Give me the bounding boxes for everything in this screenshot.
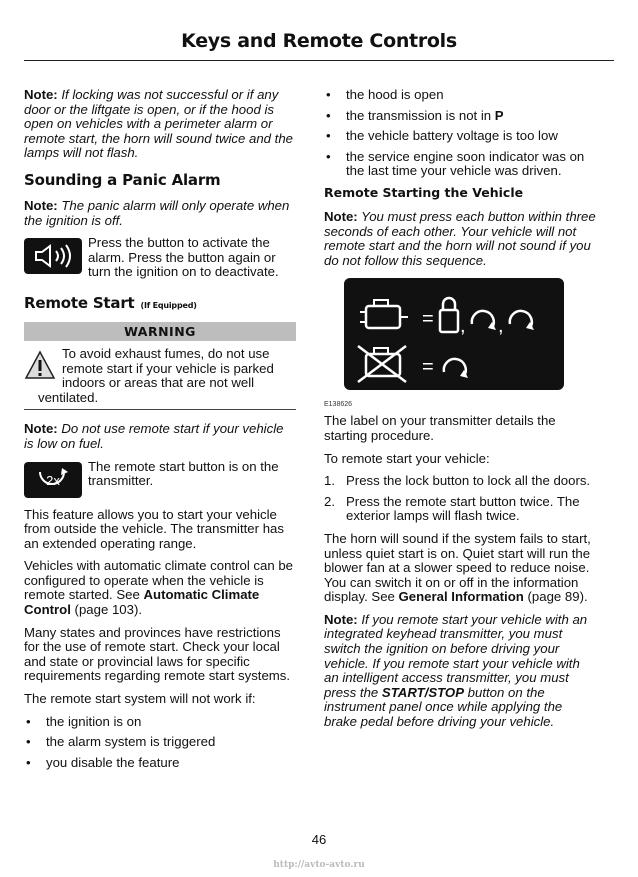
left-column bbox=[24, 88, 296, 776]
list-item: • the alarm system is triggered bbox=[24, 735, 296, 750]
warning-triangle-icon bbox=[24, 349, 56, 381]
right-column bbox=[324, 88, 596, 738]
comma: , bbox=[498, 315, 504, 338]
note-text: Do not use remote start if your vehicle is low on fuel. bbox=[24, 421, 284, 451]
warning-text: To avoid exhaust fumes, do not use remote start if your vehicle is parked indoors or areas that are not well ventilated. bbox=[38, 345, 274, 405]
note-label: Note: bbox=[24, 421, 58, 437]
climate-text-a: Vehicles with automatic climate control can be configured to operate when the vehicle is remote started. See bbox=[24, 558, 294, 603]
list-item bbox=[324, 109, 596, 124]
remote-start-icon bbox=[444, 359, 468, 378]
list-item: • the vehicle battery voltage is too low bbox=[324, 129, 596, 144]
engine-icon bbox=[360, 300, 408, 328]
climate-control-paragraph bbox=[24, 559, 296, 617]
note-text: If locking was not successful or if any door or the liftgate is open, or if the hood is open on vehicles with a perimeter alarm or remote start, the horn will sound twice and the lamps will not flash. bbox=[24, 87, 294, 161]
list-item: • the hood is open bbox=[324, 88, 596, 103]
step-item bbox=[324, 474, 596, 489]
start-stop-label: START/STOP bbox=[381, 684, 464, 700]
remote-start-icon bbox=[472, 311, 496, 330]
step-number: 2. bbox=[324, 493, 335, 509]
title-divider bbox=[24, 60, 614, 61]
panic-alarm-heading: Sounding a Panic Alarm bbox=[24, 170, 221, 189]
step-text: Press the lock button to lock all the doors. bbox=[346, 473, 591, 489]
remote-start-icon bbox=[510, 311, 534, 330]
note-label: Note: bbox=[24, 197, 58, 213]
note-label: Note: bbox=[24, 87, 58, 102]
image-code: E138626 bbox=[324, 401, 353, 409]
horn-text-a: The horn will sound if the system fails to start, unless quiet start is on. Quiet start will run the blower fan at a slower speed to reduce noise. You can switch it on or off in the information display. See bbox=[324, 530, 591, 605]
lock-icon bbox=[440, 298, 458, 332]
note-label: Note: bbox=[324, 208, 358, 224]
step-text: Press the remote start button twice. The exterior lamps will flash twice. bbox=[346, 493, 580, 524]
step-item bbox=[324, 495, 596, 524]
note-text-b: button on the instrument panel once while applying the brake pedal before driving your vehicle. bbox=[324, 684, 563, 730]
step-number: 1. bbox=[324, 473, 335, 489]
note-fuel bbox=[24, 422, 296, 451]
will-not-work-intro: The remote start system will not work if: bbox=[24, 691, 256, 707]
will-not-work-list-right bbox=[324, 88, 596, 179]
feature-description: This feature allows you to start your vehicle from outside the vehicle. The transmitter has an extended operating range. bbox=[24, 506, 284, 551]
start-steps bbox=[324, 474, 596, 524]
warning-banner: WARNING bbox=[24, 322, 296, 341]
remote-starting-heading: Remote Starting the Vehicle bbox=[324, 184, 524, 200]
remote-start-button-text: The remote start button is on the transmitter. bbox=[88, 458, 279, 489]
note-transmitter bbox=[324, 613, 596, 730]
climate-text-b: (page 103). bbox=[70, 602, 143, 618]
comma: , bbox=[460, 315, 466, 338]
note-sequence bbox=[324, 210, 596, 268]
transmitter-label-image bbox=[344, 278, 564, 390]
transmitter-label-figure bbox=[324, 278, 596, 408]
transmission-text: the transmission is not in bbox=[346, 107, 495, 123]
will-not-work-list-left bbox=[24, 715, 296, 771]
list-item: • the service engine soon indicator was on the last time your vehicle was driven. bbox=[324, 150, 596, 179]
page-number: 46 bbox=[311, 832, 327, 847]
watermark: http://avto-avto.ru bbox=[273, 860, 365, 870]
equals-sign: = bbox=[422, 356, 434, 379]
remote-start-heading bbox=[24, 294, 296, 312]
note-label: Note: bbox=[324, 611, 358, 627]
label-description: The label on your transmitter details the starting procedure. bbox=[324, 413, 556, 443]
if-equipped-label: (If Equipped) bbox=[140, 300, 197, 310]
engine-off-icon bbox=[358, 346, 406, 382]
warning-body bbox=[24, 347, 296, 410]
panic-button-row bbox=[24, 236, 296, 280]
restrictions-paragraph: Many states and provinces have restrictions for the use of remote start. Check your local and state or provincial laws for specific requirements regarding remote start systems. bbox=[24, 624, 291, 684]
remote-start-button-row bbox=[24, 460, 296, 498]
park-gear-label: P bbox=[494, 107, 504, 123]
note-locking bbox=[24, 88, 296, 161]
remote-start-title: Remote Start bbox=[24, 293, 135, 312]
remote-start-2x-icon bbox=[24, 462, 82, 498]
note-panic bbox=[24, 199, 296, 228]
panic-instruction: Press the button to activate the alarm. Press the button again or turn the ignition on to deactivate. bbox=[88, 235, 279, 280]
general-information-link[interactable]: General Information bbox=[398, 589, 524, 605]
page-title: Keys and Remote Controls bbox=[181, 30, 457, 52]
horn-paragraph bbox=[324, 532, 596, 605]
two-x-label: 2x bbox=[46, 472, 60, 488]
list-item: • you disable the feature bbox=[24, 756, 296, 771]
note-text: You must press each button within three seconds of each other. Your vehicle will not remote start and the horn will not sound if you do not follow this sequence. bbox=[324, 208, 596, 268]
list-item: • the ignition is on bbox=[24, 715, 296, 730]
to-start-intro: To remote start your vehicle: bbox=[324, 450, 490, 466]
note-text: The panic alarm will only operate when the ignition is off. bbox=[24, 197, 290, 228]
horn-text-b: (page 89). bbox=[523, 589, 588, 605]
panic-horn-icon bbox=[24, 238, 82, 274]
climate-control-link[interactable]: Automatic Climate Control bbox=[24, 587, 260, 618]
equals-sign: = bbox=[422, 308, 434, 331]
note-text-a: If you remote start your vehicle with an integrated keyhead transmitter, you must switch the ignition on before driving your vehicle. If you remote start your vehicle with an intelligent access transmitter, you must press the bbox=[324, 611, 588, 700]
